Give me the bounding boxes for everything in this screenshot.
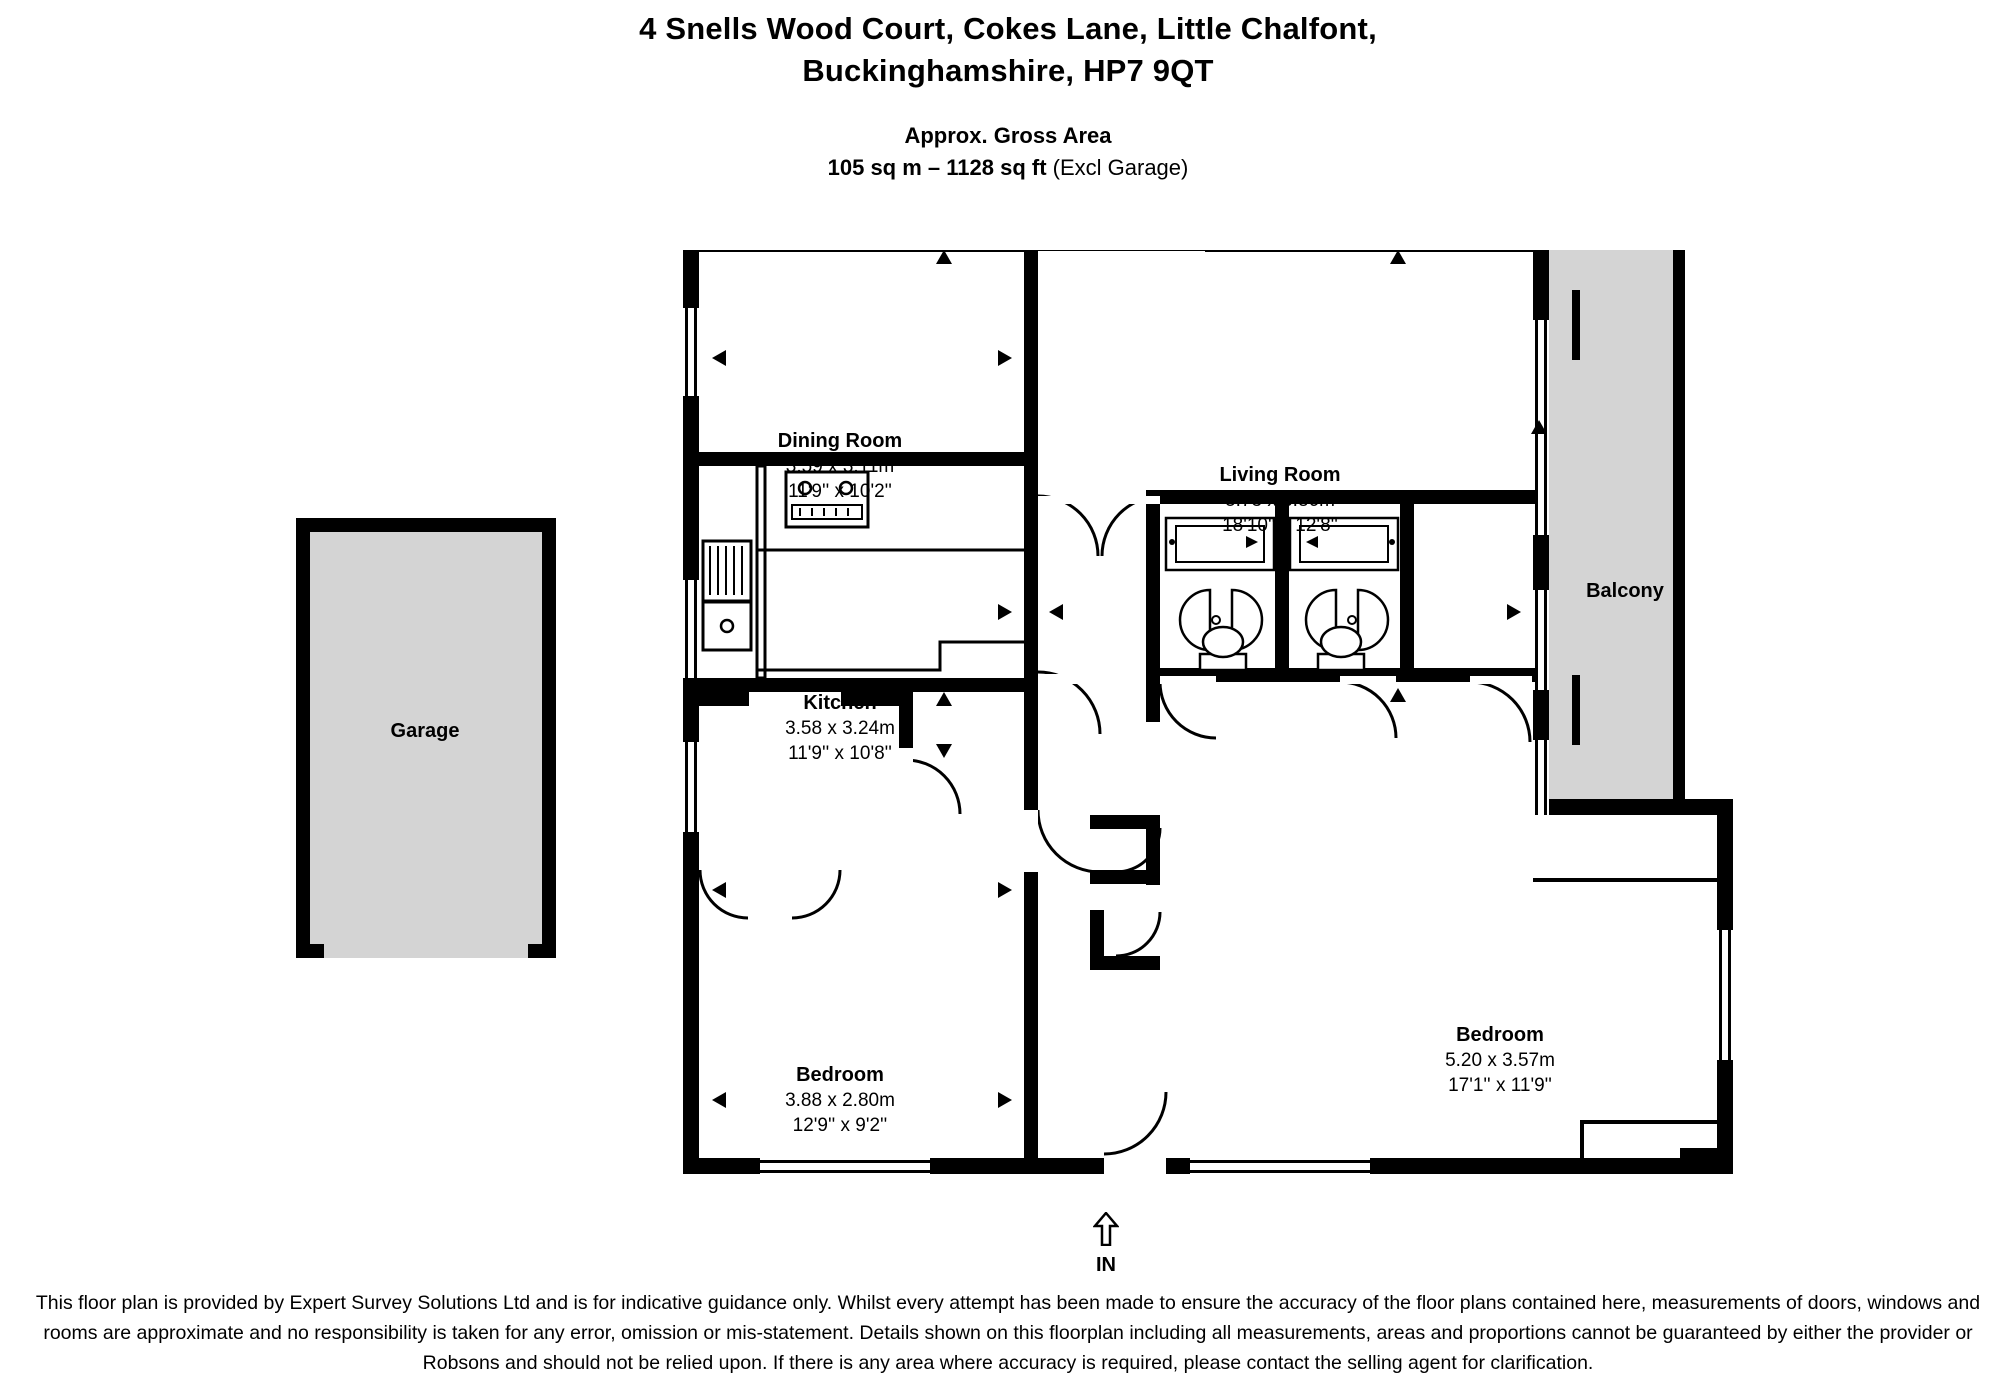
wc-icon <box>1200 627 1246 670</box>
floorplan <box>0 250 2016 1250</box>
room-label-bedroom-small <box>715 1062 965 1138</box>
bedroom-small-dim-metric: 3.88 x 2.80m <box>785 1090 895 1111</box>
area-label-balcony <box>1545 578 1705 604</box>
living-room-dim-imperial: 18'10'' x 12'8'' <box>1222 515 1338 536</box>
title-line-2: Buckinghamshire, HP7 9QT <box>802 53 1214 88</box>
title-line-1: 4 Snells Wood Court, Cokes Lane, Little Chalfont, <box>639 11 1377 46</box>
entrance-marker <box>1076 1212 1136 1277</box>
dining-room-dim-imperial: 11'9'' x 10'2'' <box>788 481 892 502</box>
balcony-outline <box>1545 250 1685 811</box>
area-summary <box>0 120 2016 184</box>
area-value <box>0 152 2016 184</box>
page-title <box>0 0 2016 92</box>
area-label-garage <box>305 718 545 744</box>
bedroom-large-dim-metric: 5.20 x 3.57m <box>1445 1050 1555 1071</box>
garage-label: Garage <box>390 720 460 742</box>
kitchen-dim-imperial: 11'9'' x 10'8'' <box>788 743 892 764</box>
room-label-bedroom-large <box>1370 1022 1630 1098</box>
area-value-note: (Excl Garage) <box>1046 155 1189 180</box>
area-heading: Approx. Gross Area <box>904 123 1112 148</box>
hall-step <box>1533 878 1729 882</box>
up-arrow-icon <box>1093 1212 1119 1246</box>
room-label-living-room <box>1150 462 1410 538</box>
bedroom-large-name: Bedroom <box>1456 1024 1544 1046</box>
bedroom-small-dim-imperial: 12'9'' x 9'2'' <box>792 1115 888 1136</box>
area-value-bold: 105 sq m – 1128 sq ft <box>827 155 1047 180</box>
header <box>0 0 2016 184</box>
wc-icon-2 <box>1318 627 1364 670</box>
living-room-dim-metric: 5.73 x 3.86m <box>1225 490 1335 511</box>
sink-icon <box>703 541 751 650</box>
kitchen-dim-metric: 3.58 x 3.24m <box>785 718 895 739</box>
room-label-dining-room <box>715 428 965 504</box>
bedroom-large-dim-imperial: 17'1'' x 11'9'' <box>1448 1075 1552 1096</box>
balcony-label: Balcony <box>1586 580 1664 602</box>
room-label-kitchen <box>715 690 965 766</box>
living-room-name: Living Room <box>1219 464 1341 486</box>
dining-room-name: Dining Room <box>777 430 903 452</box>
kitchen-name: Kitchen <box>803 692 877 714</box>
floorplan-svg <box>0 250 2016 1250</box>
dining-room-dim-metric: 3.59 x 3.11m <box>785 456 895 477</box>
disclaimer-text: This floor plan is provided by Expert Survey Solutions Ltd and is for indicative guidance only. Whilst every attempt has been made to ensure the accuracy of the floor plans contained here, measurements of doors, windows and rooms are approximate and no responsibility is taken for any error, omission or mis-statement. Details shown on this floorplan including all measurements, areas and proportions cannot be guaranteed by either the provider or Robsons and should not be relied upon. If there is any area where accuracy is required, please contact the selling agent for clarification. <box>35 1292 1981 1374</box>
bedroom-small-name: Bedroom <box>796 1064 884 1086</box>
entrance-label: IN <box>1096 1254 1116 1276</box>
